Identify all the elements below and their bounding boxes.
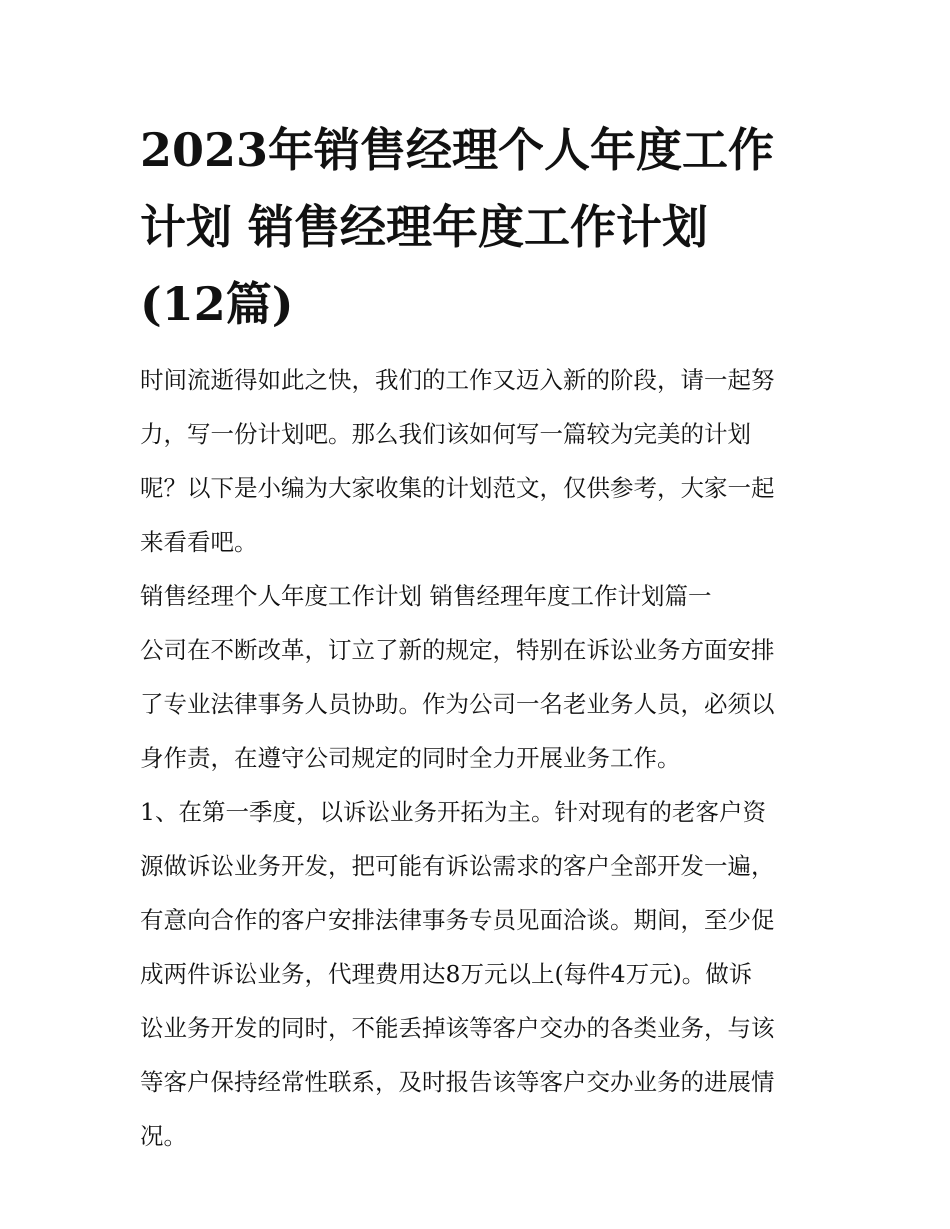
paragraph-line: 等客户保持经常性联系，及时报告该等客户交办业务的进展情 <box>140 1068 775 1096</box>
body-paragraph-2 <box>140 785 812 1163</box>
title-line-3: (12篇) <box>140 277 294 331</box>
paragraph-line: 况。 <box>140 1122 187 1150</box>
document-page <box>140 112 812 1163</box>
paragraph-line: 公司在不断改革，订立了新的规定，特别在诉讼业务方面安排 <box>140 636 775 664</box>
document-title <box>140 112 812 343</box>
body-paragraph-1 <box>140 623 812 785</box>
intro-line: 呢？以下是小编为大家收集的计划范文，仅供参考，大家一起 <box>140 474 775 502</box>
title-line-1: 2023年销售经理个人年度工作 <box>140 123 775 177</box>
intro-line: 来看看吧。 <box>140 528 258 556</box>
paragraph-line: 身作责，在遵守公司规定的同时全力开展业务工作。 <box>140 744 681 772</box>
title-line-2: 计划 销售经理年度工作计划 <box>140 200 709 254</box>
intro-line: 时间流逝得如此之快，我们的工作又迈入新的阶段，请一起努 <box>140 366 775 394</box>
section-heading: 销售经理个人年度工作计划 销售经理年度工作计划篇一 <box>140 582 712 610</box>
paragraph-line: 有意向合作的客户安排法律事务专员见面洽谈。期间，至少促 <box>140 906 775 934</box>
intro-line: 力，写一份计划吧。那么我们该如何写一篇较为完美的计划 <box>140 420 751 448</box>
paragraph-line: 成两件诉讼业务，代理费用达8万元以上(每件4万元)。做诉 <box>140 960 753 988</box>
paragraph-line: 1、在第一季度，以诉讼业务开拓为主。针对现有的老客户资 <box>140 798 766 826</box>
paragraph-line: 源做诉讼业务开发，把可能有诉讼需求的客户全部开发一遍， <box>140 852 775 880</box>
paragraph-line: 讼业务开发的同时，不能丢掉该等客户交办的各类业务，与该 <box>140 1014 775 1042</box>
intro-paragraph <box>140 353 812 569</box>
paragraph-line: 了专业法律事务人员协助。作为公司一名老业务人员，必须以 <box>140 690 775 718</box>
